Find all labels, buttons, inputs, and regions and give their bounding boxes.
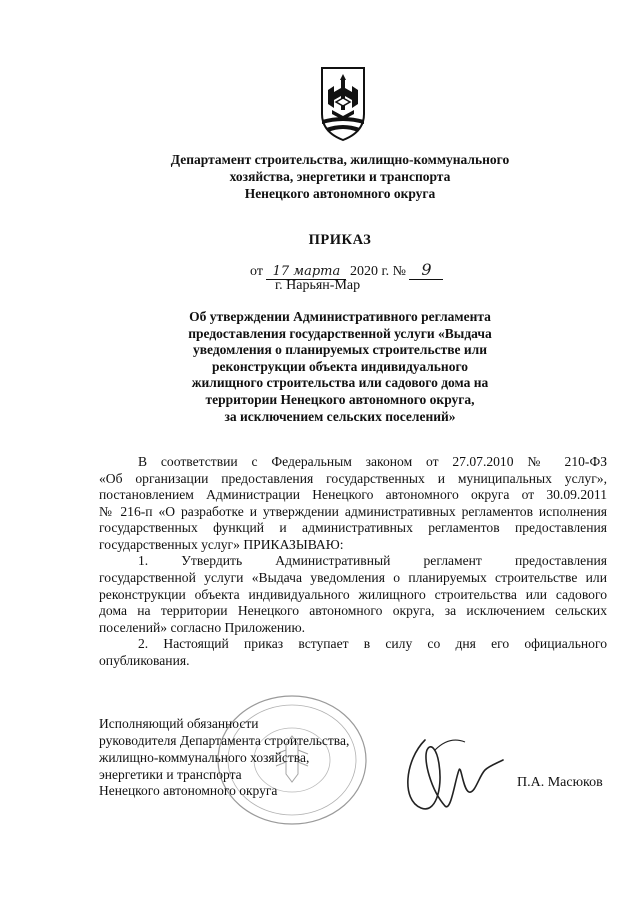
- body-line: «Об организации предоставления государственных и муниципальных услуг»,: [99, 471, 607, 486]
- subject-line: территории Ненецкого автономного округа,: [205, 392, 475, 407]
- subject-line: Об утверждении Административного регламента: [189, 309, 491, 324]
- subject-line: жилищного строительства или садового дома на: [191, 375, 489, 390]
- body-line: № 216-п «О разработке и утверждении административных регламентов исполнения: [99, 504, 607, 519]
- year-label: 2020 г. №: [349, 264, 406, 279]
- from-label: от: [250, 264, 263, 279]
- body-line: государственных услуг» ПРИКАЗЫВАЮ:: [99, 537, 344, 552]
- signatory-position-line: руководителя Департамента строительства,: [99, 733, 350, 748]
- body-line: В соответствии с Федеральным законом от 27.07.2010 № 210-ФЗ: [138, 454, 607, 469]
- signatory-position-line: Ненецкого автономного округа: [99, 783, 278, 798]
- body-line: поселений» согласно Приложению.: [99, 620, 305, 635]
- department-name-line-3: Ненецкого автономного округа: [244, 186, 436, 201]
- handwritten-date: 17 марта: [266, 264, 346, 280]
- signatory-position-line: энергетики и транспорта: [99, 767, 242, 782]
- subject-line: уведомления о планируемых строительстве или: [192, 342, 488, 357]
- signatory-name: П.А. Масюков: [517, 775, 603, 790]
- subject-line: за исключением сельских поселений»: [224, 409, 456, 424]
- body-line: государственной услуги «Выдача уведомления о планируемых строительстве или: [99, 570, 607, 585]
- body-line: постановлением Администрации Ненецкого автономного округа от 30.09.2011: [99, 487, 607, 502]
- body-line: 2. Настоящий приказ вступает в силу со дня его официального: [138, 636, 607, 651]
- body-line: опубликования.: [99, 653, 190, 668]
- body-line: реконструкции объекта индивидуального жилищного строительства или садового: [99, 587, 607, 602]
- body-line: государственных функций и административных регламентов предоставления: [99, 520, 607, 535]
- signatory-position-line: Исполняющий обязанности: [99, 716, 259, 731]
- subject-line: предоставления государственной услуги «Выдача: [188, 326, 492, 341]
- department-name-line-1: Департамент строительства, жилищно-коммунального: [170, 152, 510, 167]
- order-title: ПРИКАЗ: [308, 232, 372, 248]
- handwritten-signature-icon: [395, 720, 515, 820]
- coat-of-arms-icon: [318, 62, 368, 142]
- city-label: г. Нарьян-Мар: [275, 278, 361, 293]
- body-line: дома на территории Ненецкого автономного округа, за исключением сельских: [99, 603, 607, 618]
- department-name-line-2: хозяйства, энергетики и транспорта: [229, 169, 451, 184]
- body-line: 1. Утвердить Административный регламент предоставления: [138, 553, 607, 568]
- handwritten-order-number: 9: [409, 260, 443, 280]
- subject-line: реконструкции объекта индивидуального: [212, 359, 468, 374]
- signatory-position-line: жилищно-коммунального хозяйства,: [99, 750, 310, 765]
